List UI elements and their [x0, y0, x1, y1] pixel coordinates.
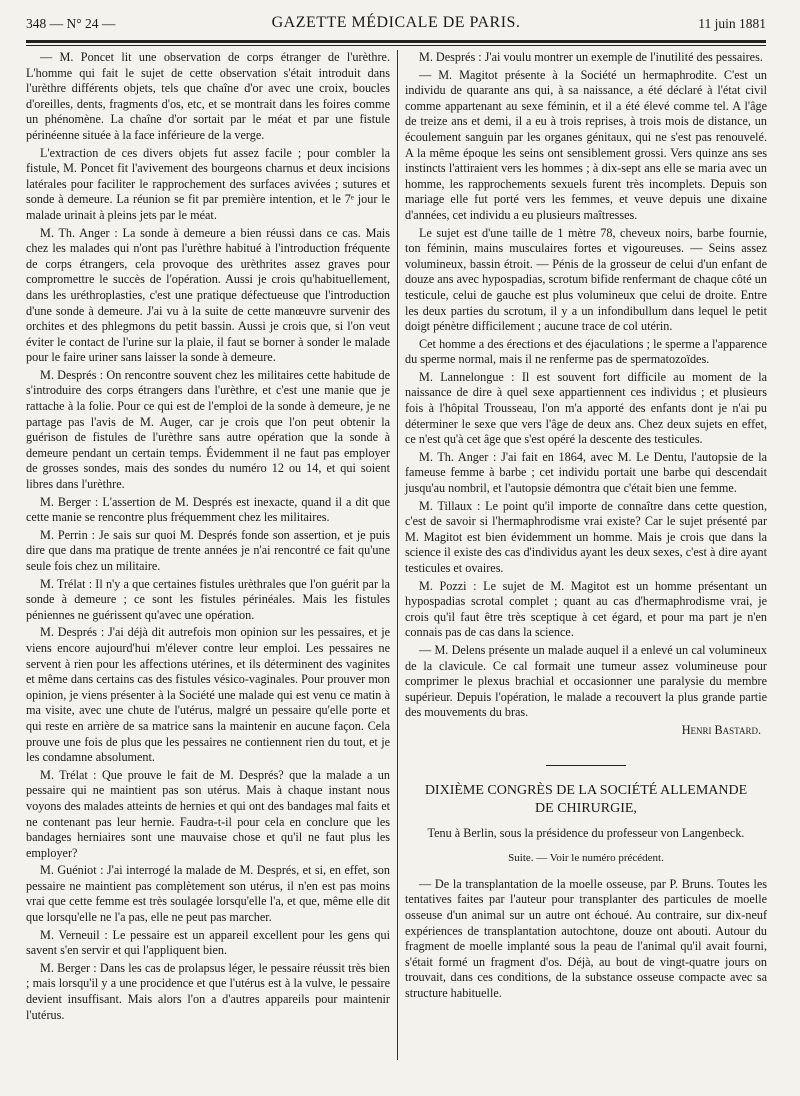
author-signature: Henri Bastard. [681, 722, 761, 737]
section-divider [546, 765, 626, 766]
paragraph: M. Lannelongue : Il est souvent fort difficile au moment de la naissance de dire à quel sexe appartiennent ces individus ; et plusieurs fois à l'hôpital Trousseau, l'on m'a apporté des enfants dont je n'ai pu déterminer le sexe que vers l'âge de deux ans. Chez deux sujets en effet, ce n'est qu'à cet âge que s'est opéré la descente des testicules. [405, 369, 767, 447]
paragraph: M. Berger : Dans les cas de prolapsus léger, le pessaire réussit très bien ; mais lorsqu'il y a une procidence et que l'utérus est à la vulve, le pessaire devient insuffisant. Mais alors l'on a d'autres appareils pour maintenir l'utérus. [26, 960, 390, 1022]
header-rule-thin [26, 45, 766, 46]
continuation-note: Suite. — Voir le numéro précédent. [508, 852, 664, 865]
page-number: 348 — N° 24 — [26, 16, 116, 31]
paragraph: Cet homme a des érections et des éjaculations ; le sperme a l'apparence du sperme normal, mais il ne renferme pas de spermatozoïdes. [405, 336, 767, 367]
paragraph: M. Th. Anger : La sonde à demeure a bien réussi dans ce cas. Mais chez les malades qui n'ont pas l'urèthre habitué à l'introduction fréquente de corps étrangers, cela provoque des urèthrites assez graves pour compromettre le succès de l'opération. Aussi je crois qu'habituellement, dans les uréthroplasties, c'est une pratique défectueuse que l'introduction d'une sonde à demeure. J'ai vu à la suite de cette manœuvre survenir des orchites et des phlegmons du petit bassin. Aussi je crois que, si l'on veut éviter le contact de l'urine sur la plaie, il faut se borner à sonder le malade pour le faire uriner sans laisser la sonde à demeure. [26, 225, 390, 365]
section-subtitle: Tenu à Berlin, sous la présidence du professeur von Langenbeck. [427, 825, 745, 840]
column-divider [397, 50, 398, 1060]
paragraph: M. Verneuil : Le pessaire est un appareil excellent pour les gens qui savent s'en servir et qui l'appliquent bien. [26, 927, 390, 958]
page-header [26, 14, 766, 36]
paragraph: M. Després : On rencontre souvent chez les militaires cette habitude de s'introduire des corps étrangers dans l'urèthre, et c'est une manie que je rattache à la folie. Pour ce qui est de l'emploi de la sonde à demeure, je ne partage pas l'avis de M. Auger, car je crois que l'on peut obtenir la guérison de fistules de l'urèthre sans autre opération que la sonde à demeure pendant un certain temps. Évidemment il ne faut pas employer de grosses sondes, mais des sondes du numéro 12 ou 14, et qui soient libres dans l'urèthre. [26, 367, 390, 492]
paragraph: M. Trélat : Il n'y a que certaines fistules urèthrales que l'on guérit par la sonde à demeure ; ce sont les fistules périnéales. Mais les fistules péniennes ne guérissent qu'avec une opération. [26, 576, 390, 622]
section-title-line-1: DIXIÈME CONGRÈS DE LA SOCIÉTÉ ALLEMANDE [424, 782, 748, 798]
paragraph: — M. Delens présente un malade auquel il a enlevé un cal volumineux de la clavicule. Ce cal formait une tumeur assez volumineuse pour comprimer le plexus brachial et occasionner une paralysie du membre supérieur. Depuis l'opération, le malade a recouvert la plus grande partie des mouvements du bras. [405, 642, 767, 720]
paragraph: M. Pozzi : Le sujet de M. Magitot est un homme présentant un hypospadias scrotal complet ; quant au cas d'hermaphrodisme vrai, je crois qu'il faut être très sceptique à cet égard, et pour ma part je n'en connais pas de cas dans la science. [405, 578, 767, 640]
paragraph: L'extraction de ces divers objets fut assez facile ; pour combler la fistule, M. Poncet fit l'avivement des bourgeons charnus et deux incisions latérales pour faciliter le rapprochement des surfaces avivées ; sutures et sonde à demeure. La réunion se fit par première intention, et le 7ᵉ jour le malade urinait à pleins jets par le méat. [26, 145, 390, 222]
right-column [405, 50, 767, 1003]
paragraph: M. Perrin : Je sais sur quoi M. Després fonde son assertion, et je puis dire que dans ma pratique de trente années je n'ai rencontré ce fait qu'une seule fois chez un militaire. [26, 527, 390, 573]
section-title-line-2: DE CHIRURGIE, [535, 800, 637, 816]
section-title [405, 782, 767, 818]
paragraph: M. Després : J'ai voulu montrer un exemple de l'inutilité des pessaires. [419, 50, 763, 64]
issue-date: 11 juin 1881 [698, 16, 766, 31]
left-column [26, 50, 390, 1025]
paragraph: M. Tillaux : Le point qu'il importe de connaître dans cette question, c'est de savoir si l'hermaphrodisme vrai existe? Car le sujet présenté par M. Magitot est bien évidemment un homme. Mais je crois que dans la science il existe des cas d'individus ayant les deux sexes, c'est à dire ayant testicules et ovaires. [405, 498, 767, 575]
paragraph: M. Th. Anger : J'ai fait en 1864, avec M. Le Dentu, l'autopsie de la fameuse femme à barbe ; cet individu portait une barbe qui descendait jusqu'au nombril, et l'autopsie démontra que c'était bien une femme. [405, 449, 767, 496]
paragraph: M. Després : J'ai déjà dit autrefois mon opinion sur les pessaires, et je viens encore aujourd'hui m'élever contre leur emploi. Les pessaires ne servent à rien pour les affections utérines, et ils déterminent des vaginites et même dans certains cas des fistules vésico-vaginales. Pour prouver mon opinion, je viens présenter à la Société une malade qui est venu ce matin à ma visite, avec une chute de l'utérus, malgré un pessaire qu'elle porte et qui reste en arrière de sa matrice sans la maintenir en aucune façon. Cela prouve une fois de plus que les pessaires ne contiennent rien du tout, et je les condamne absolument. [26, 625, 390, 765]
paragraph: — M. Poncet lit une observation de corps étranger de l'urèthre. L'homme qui fait le sujet de cette observation s'était introduit dans l'urèthre différents objets, tels que chaîne d'or avec une croix, boucles d'oreilles, dents, fragments d'os, etc, et se montrait dans les foires comme un phénomène. La chaîne d'or sortait par le méat et par une fistule périnéenne située à la face inférieure de la verge. [26, 50, 390, 142]
paragraph: — M. Magitot présente à la Société un hermaphrodite. C'est un individu de quarante ans qui, à sa naissance, a été déclaré à l'état civil comme appartenant au sexe féminin, et il a été élevé comme tel. A l'âge de treize ans et demi, il a eu à trois reprises, à trois mois de distance, un écoulement sanguin par les organes génitaux, qui ne s'est pas renouvelé. A la même époque les seins ont sensiblement grossi. Vers quinze ans ses instincts l'attiraient vers les hommes ; à dix-sept ans elle se maria avec un homme, les rapprochements sexuels furent très incomplets. Depuis son mariage elle fut porté vers les femmes, et veuve depuis une dixaine d'années, cet individu a eu plusieurs maîtresses. [405, 67, 767, 222]
paragraph: — De la transplantation de la moelle osseuse, par P. Bruns. Toutes les tentatives faites par l'auteur pour transplanter des particules de moelle osseuse d'un animal sur un autre ont échoué. Au contraire, sur dix-neuf expériences de transplantation autochtone, douze ont abouti. Autour du fragment de moelle implanté sous la peau de l'animal qu'il avait fourni, s'était formé un fragment d'os. Déjà, au bout de vingt-quatre jours on trouvait, dans ces conditions, de la substance osseuse compacte avec sa structure habituelle. [405, 876, 767, 1000]
paragraph: Le sujet est d'une taille de 1 mètre 78, cheveux noirs, barbe fournie, ton féminin, mains musculaires fortes et vigoureuses. — Seins assez volumineux, bassin étroit. — Pénis de la grosseur de celui d'un enfant de douze ans avec hypospadias, scrotum bifide renfermant de chaque côté un testicule, celui de gauche est plus volumineux que celui de droite. Entre les deux parties du scrotum, il y a un infondibullum dans lequel le petit doigt pénètre difficilement ; aucune trace de col utérin. [405, 225, 767, 334]
journal-title: GAZETTE MÉDICALE DE PARIS. [271, 14, 521, 31]
header-rule [26, 40, 766, 43]
paragraph: M. Berger : L'assertion de M. Després est inexacte, quand il a dit que cette manie se rencontre plus fréquemment chez les militaires. [26, 494, 390, 525]
paragraph: M. Guéniot : J'ai interrogé la malade de M. Després, et si, en effet, son pessaire ne maintient pas complètement son utérus, il n'en est pas moins vrai que cette femme est très soulagée lorsqu'elle l'a, et que, même elle dit que lorsqu'elle ne l'a pas, elle ne peut pas marcher. [26, 863, 390, 925]
paragraph: M. Trélat : Que prouve le fait de M. Després? que la malade a un pessaire qui ne maintient pas son utérus. Mais à chaque instant nous voyons des malades atteints de hernies et qui ont des bandages mal faits et ne contenant pas leur hernie. Faudra-t-il pour cela en conclure que les bandages herniaires sont une mauvaise chose et qu'il ne faut plus les employer? [26, 767, 390, 860]
